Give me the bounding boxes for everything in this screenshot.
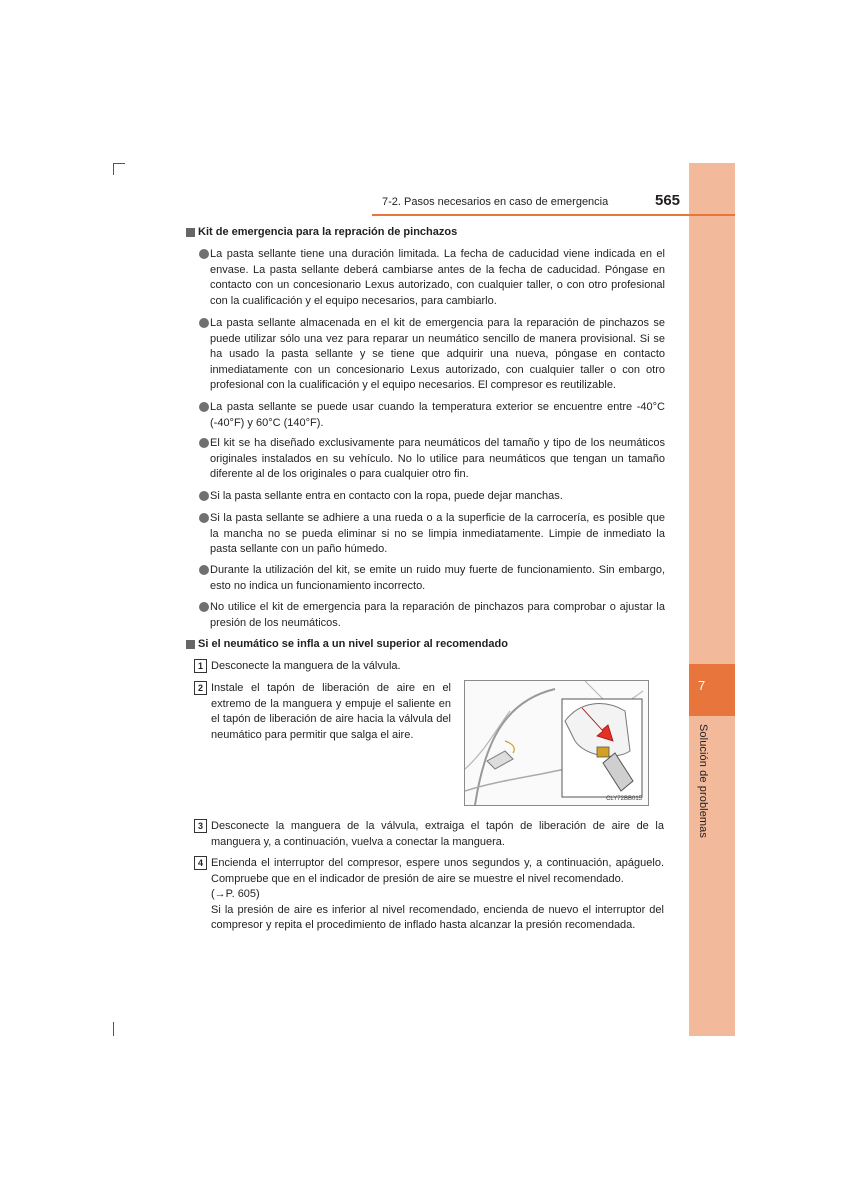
step-number: 1 [194,659,207,673]
bullet-icon [199,318,209,328]
list-item [199,400,665,431]
bullet-icon [199,249,209,259]
side-tab-bottom [689,716,735,1036]
list-item-text: Si la pasta sellante entra en contacto con la ropa, puede dejar manchas. [210,490,563,502]
page-number: 565 [655,192,681,209]
chapter-number: 7 [698,678,706,693]
step-text: Desconecte la manguera de la válvula. [211,660,401,672]
list-item-text: La pasta sellante se puede usar cuando la temperatura exterior se encuentre entre -40°C (-40°F) y 60°C (140°F). [210,401,665,429]
bullet-icon [199,602,209,612]
step-2 [194,681,451,743]
step-text-line: Encienda el interruptor del compresor, espere unos segundos y, a continuación, apáguelo. Compruebe que en el indicador de presión de aire se muestre el nivel recomendado. [211,857,664,885]
square-bullet-icon [186,228,195,237]
list-item [199,489,665,505]
section-heading [186,638,508,650]
chapter-title: Solución de problemas [697,724,709,839]
list-item-text: No utilice el kit de emergencia para la reparación de pinchazos para comprobar o ajustar la presión de los neumáticos. [210,601,665,629]
valve-illustration-icon [465,681,648,805]
section-heading-text: Si el neumático se infla a un nivel superior al recomendado [198,638,508,650]
step-4 [194,856,664,934]
list-item [199,316,665,394]
page-reference-link[interactable]: (→P. 605) [211,888,260,901]
crop-mark [113,163,125,164]
step-number: 3 [194,819,207,833]
list-item-text: Durante la utilización del kit, se emite un ruido muy fuerte de funcionamiento. Sin embargo, esto no indica un funcionamiento incorrecto. [210,564,665,592]
square-bullet-icon [186,640,195,649]
step-number: 4 [194,856,207,870]
section-heading-text: Kit de emergencia para la repración de pinchazos [198,226,458,238]
section-header: 7-2. Pasos necesarios en caso de emergencia [382,196,609,208]
step-text-line: Si la presión de aire es inferior al nivel recomendado, encienda de nuevo el interruptor del compresor y repita el procedimiento de inflado hasta alcanzar la presión recomendada. [211,903,664,932]
list-item [199,436,665,483]
list-item-text: Si la pasta sellante se adhiere a una rueda o a la superficie de la carrocería, es posible que la mancha no se pueda eliminar si no se limpia inmediatamente. Limpie de inmediato la pasta sellante con un paño húmedo. [210,512,665,556]
step-3 [194,819,664,850]
step-1 [194,659,664,675]
chapter-tab[interactable] [689,664,735,716]
bullet-icon [199,438,209,448]
crop-mark [113,1022,114,1036]
step-text [194,856,664,934]
illustration-valve [464,680,649,806]
step-text: Instale el tapón de liberación de aire en el extremo de la manguera y empuje el saliente en el tapón de liberación de aire hacia la válvula del neumático para permitir que salga el aire. [211,682,451,741]
bullet-icon [199,513,209,523]
list-item [199,511,665,558]
step-text: Desconecte la manguera de la válvula, extraiga el tapón de liberación de aire de la manguera y, a continuación, vuelva a conectar la manguera. [211,820,664,848]
figure-code: CLY72BB015 [606,796,642,802]
crop-mark [113,163,114,175]
section-heading [186,226,457,238]
list-item [199,247,665,309]
bullet-icon [199,565,209,575]
list-item [199,600,665,631]
list-item [199,563,665,594]
step-number: 2 [194,681,207,695]
bullet-icon [199,491,209,501]
list-item-text: El kit se ha diseñado exclusivamente para neumáticos del tamaño y tipo de los neumáticos originales instalados en su vehículo. No lo utilice para neumáticos que tengan un tamaño diferente al de los originales o para cualquier otro fin. [210,437,665,481]
list-item-text: La pasta sellante almacenada en el kit de emergencia para la reparación de pinchazos se puede utilizar sólo una vez para reparar un neumático sencillo de manera provisional. Si se ha usado la pasta sellante y se tiene que adquirir una nueva, póngase en contacto inmediatamente con un concesionario Lexus autorizado, con cualquier taller o con otro profesional con la cualificación y el equipo necesarios. El compresor es reutilizable. [210,317,665,392]
list-item-text: La pasta sellante tiene una duración limitada. La fecha de caducidad viene indicada en el envase. La pasta sellante deberá cambiarse antes de la fecha de caducidad. Póngase en contacto con un concesionario Lexus autorizado, con cualquier taller, o con otro profesional con la cualificación y el equipo necesarios, para cambiarlo. [210,248,665,307]
side-tab-top [689,163,735,664]
header-rule [372,214,735,216]
bullet-icon [199,402,209,412]
